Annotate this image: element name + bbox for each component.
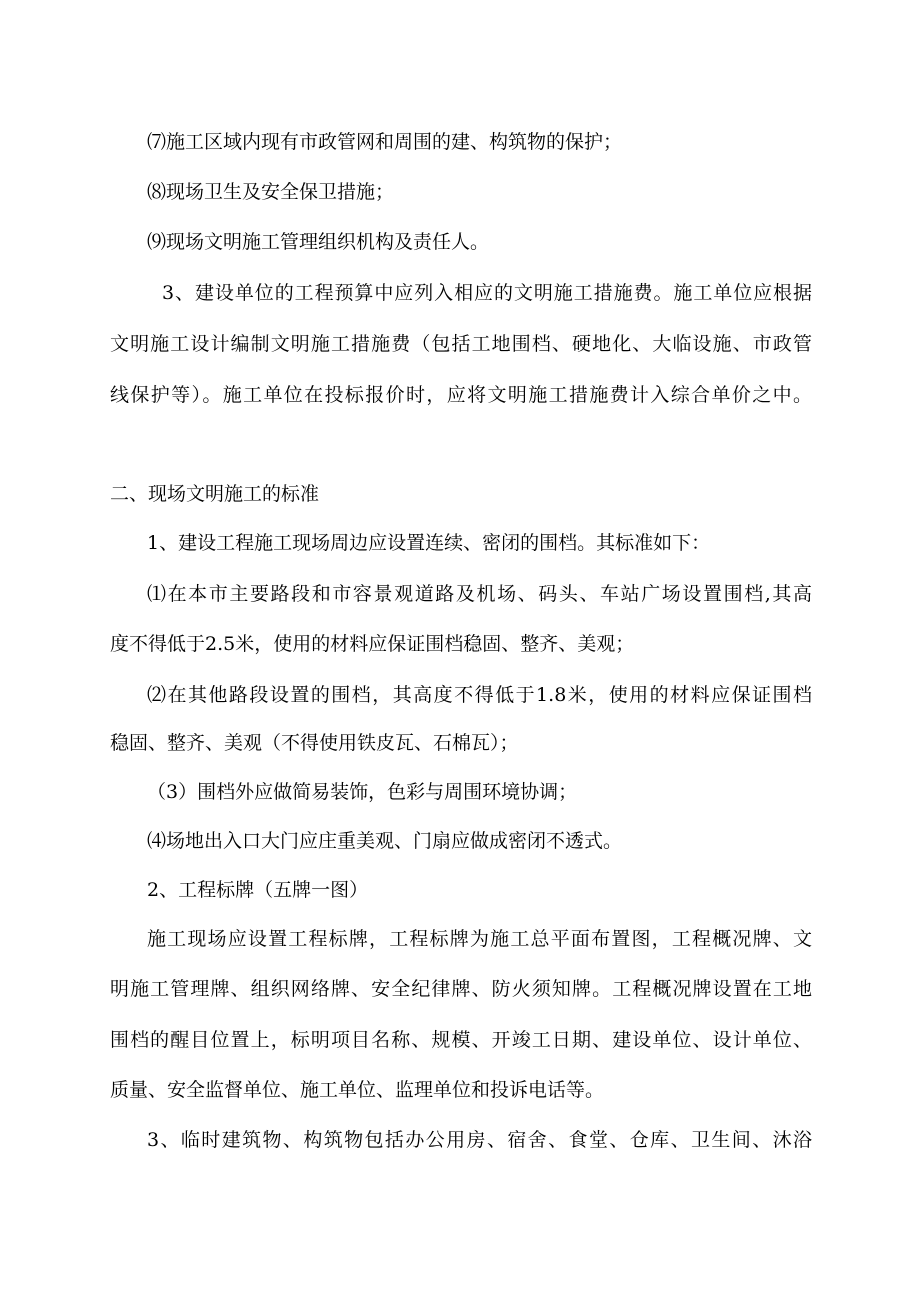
text-line: 文明施工设计编制文明施工措施费（包括工地围档、硬地化、大临设施、市政管	[110, 333, 812, 355]
text-line: 3、临时建筑物、构筑物包括办公用房、宿舍、食堂、仓库、卫生间、沐浴	[147, 1129, 812, 1151]
text-line: 围档的醒目位置上，标明项目名称、规模、开竣工日期、建设单位、设计单位、	[110, 1029, 812, 1051]
text-line: 2、工程标牌（五牌一图）	[147, 879, 369, 901]
text-line: ⑼现场文明施工管理组织机构及责任人。	[147, 231, 490, 253]
text-line: 施工现场应设置工程标牌，工程标牌为施工总平面布置图，工程概况牌、文	[147, 928, 812, 950]
text-line: 3、建设单位的工程预算中应列入相应的文明施工措施费。施工单位应根据	[162, 282, 812, 304]
text-line: ⑻现场卫生及安全保卫措施；	[147, 181, 395, 203]
text-line: ⑷场地出入口大门应庄重美观、门扇应做成密闭不透式。	[147, 830, 623, 852]
text-line: 稳固、整齐、美观（不得使用铁皮瓦、石棉瓦）；	[110, 732, 519, 754]
text-line: ⑺施工区域内现有市政管网和周围的建、构筑物的保护；	[147, 131, 623, 153]
text-line: 线保护等）。施工单位在投标报价时，应将文明施工措施费计入综合单价之中。	[110, 384, 812, 406]
section-heading: 二、现场文明施工的标准	[110, 483, 320, 505]
text-line: （3）围档外应做简易装饰，色彩与周围环境协调；	[147, 781, 578, 803]
text-line: 质量、安全监督单位、施工单位、监理单位和投诉电话等。	[110, 1079, 605, 1101]
text-line: ⑵在其他路段设置的围档，其高度不得低于1.8米，使用的材料应保证围档	[147, 684, 812, 706]
text-line: 1、建设工程施工现场周边应设置连续、密闭的围档。其标准如下：	[147, 532, 711, 554]
text-line: ⑴在本市主要路段和市容景观道路及机场、码头、车站广场设置围档,其高	[147, 583, 812, 605]
text-line: 度不得低于2.5米，使用的材料应保证围档稳固、整齐、美观；	[110, 633, 635, 655]
text-line: 明施工管理牌、组织网络牌、安全纪律牌、防火须知牌。工程概况牌设置在工地	[110, 978, 812, 1000]
